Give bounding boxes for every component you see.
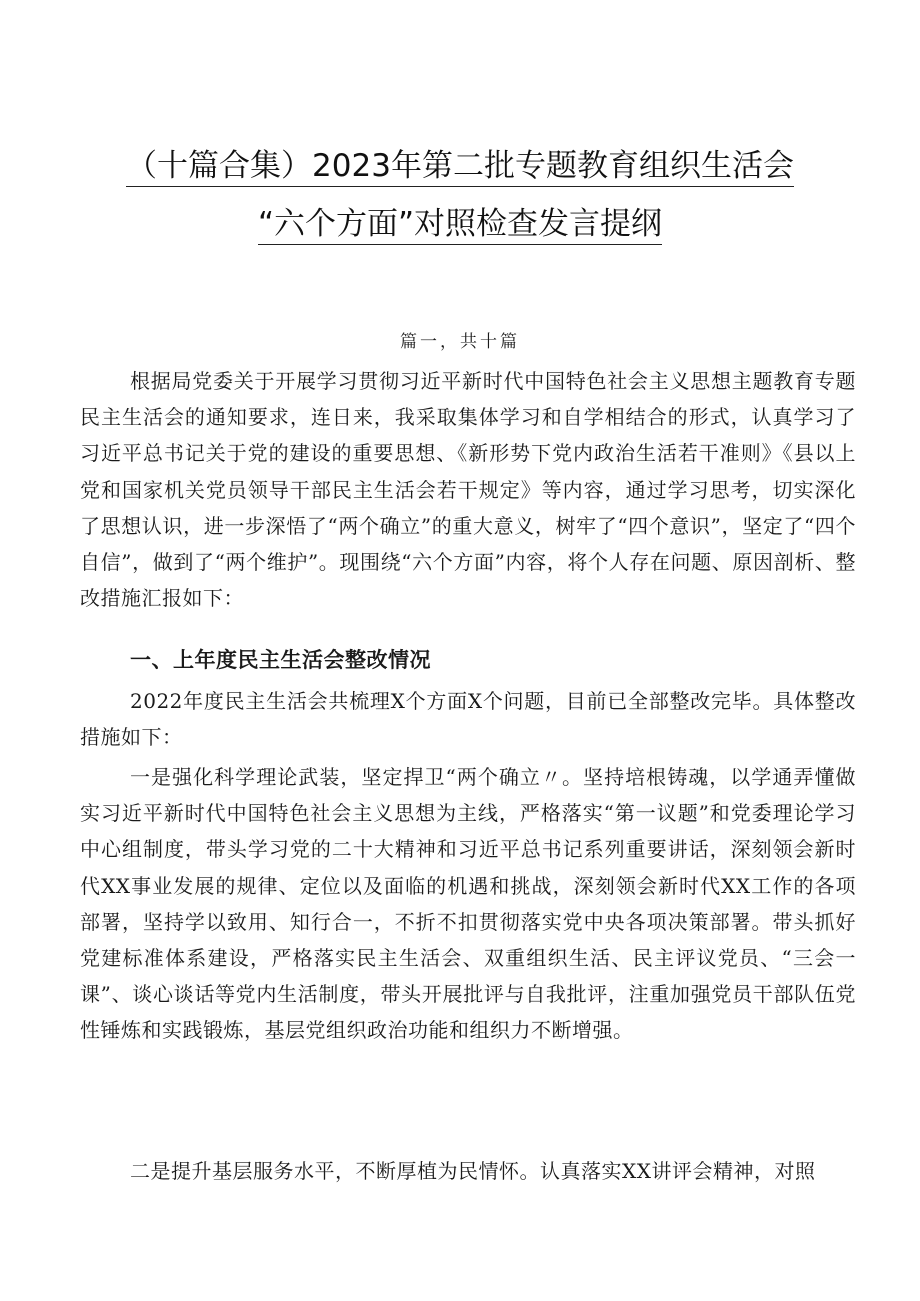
item-1-paragraph: 一是强化科学理论武装，坚定捍卫“两个确立〃。坚持培根铸魂，以学通弄懂做实习近平新时代中国特色社会主义思想为主线，严格落实“第一议题”和党委理论学习中心组制度，带头学习党的二十大精神和习近平总书记系列重要讲话，深刻领会新时代XX事业发展的规律、定位以及面临的机遇和挑战，深刻领会新时代XX工作的各项部署，坚持学以致用、知行合一，不折不扣贯彻落实党中央各项决策部署。带头抓好党建标准体系建设，严格落实民主生活会、双重组织生活、民主评议党员、“三会一课”、谈心谈话等党内生活制度，带头开展批评与自我批评，注重加强党员干部队伍党性锤炼和实践锻炼，基层党组织政治功能和组织力不断增强。 <box>80 765 856 1043</box>
intro-paragraph: 根据局党委关于开展学习贯彻习近平新时代中国特色社会主义思想主题教育专题民主生活会的通知要求，连日来，我采取集体学习和自学相结合的形式，认真学习了习近平总书记关于党的建设的重要思想、《新形势下党内政治生活若干准则》《县以上党和国家机关党员领导干部民主生活会若干规定》等内容，通过学习思考，切实深化了思想认识，进一步深悟了“两个确立”的重大意义，树牢了“四个意识”，坚定了“四个自信”，做到了“两个维护”。现围绕“六个方面”内容，将个人存在问题、原因剖析、整改措施汇报如下： <box>80 369 856 611</box>
document-subtitle: 篇一，共十篇 <box>400 332 520 352</box>
title-text-2: “六个方面”对照检查发言提纲 <box>258 206 662 245</box>
item-2-paragraph: 二是提升基层服务水平，不断厚植为民情怀。认真落实XX讲评会精神，对照 <box>130 1159 816 1183</box>
document-title-line-1 <box>0 140 920 185</box>
document-title-line-2 <box>0 198 920 243</box>
section-heading: 一、上年度民主生活会整改情况 <box>130 648 431 672</box>
title-text-1: （十篇合集）2023年第二批专题教育组织生活会 <box>126 148 794 187</box>
summary-paragraph: 2022年度民主生活会共梳理X个方面X个问题，目前已全部整改完毕。具体整改措施如下： <box>80 689 856 750</box>
